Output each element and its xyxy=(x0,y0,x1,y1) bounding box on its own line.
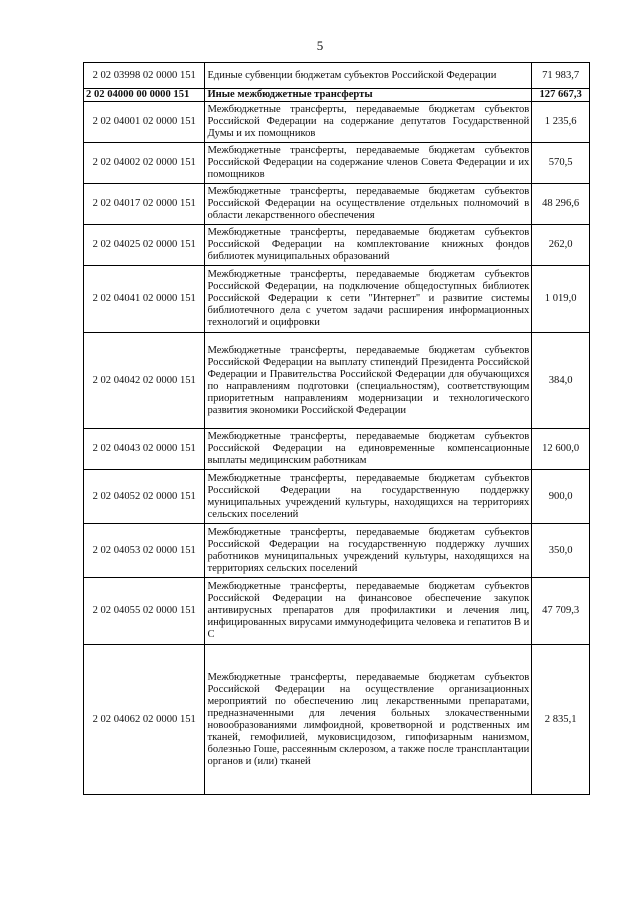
amount-cell: 384,0 xyxy=(532,333,590,429)
budget-table xyxy=(83,62,590,795)
description-cell: Межбюджетные трансферты, передаваемые бюджетам субъектов Российской Федерации на содержание членов Совета Федерации и их помощников xyxy=(205,143,532,184)
page-number: 5 xyxy=(316,38,324,53)
budget-code-cell: 2 02 04025 02 0000 151 xyxy=(84,225,205,266)
description-cell: Межбюджетные трансферты, передаваемые бюджетам субъектов Российской Федерации, на подключение общедоступных библиотек Российской Федерации к сети "Интернет" и развитие системы библиотечного дела с учетом задачи расширения информационных технологий и оцифровки xyxy=(205,266,532,333)
table-row xyxy=(84,63,590,89)
amount-cell: 71 983,7 xyxy=(532,63,590,89)
description-cell: Межбюджетные трансферты, передаваемые бюджетам субъектов Российской Федерации на единовременные компенсационные выплаты медицинским работникам xyxy=(205,429,532,470)
description-cell: Межбюджетные трансферты, передаваемые бюджетам субъектов Российской Федерации на осуществление организационных мероприятий по обеспечению лиц лекарственными препаратами, предназначенными для лечения больных злокачественными новообразованиями лимфоидной, кроветворной и родственных им тканей, гемофилией, муковисцидозом, гипофизарным нанизмом, болезнью Гоше, рассеянным склерозом, а также после трансплантации органов и (или) тканей xyxy=(205,645,532,795)
description-cell: Межбюджетные трансферты, передаваемые бюджетам субъектов Российской Федерации на государственную поддержку муниципальных учреждений культуры, находящихся на территориях сельских поселений xyxy=(205,470,532,524)
budget-code-cell: 2 02 04062 02 0000 151 xyxy=(84,645,205,795)
table-row xyxy=(84,645,590,795)
description-cell: Межбюджетные трансферты, передаваемые бюджетам субъектов Российской Федерации на комплектование книжных фондов библиотек муниципальных образований xyxy=(205,225,532,266)
budget-code-cell: 2 02 04002 02 0000 151 xyxy=(84,143,205,184)
table-row xyxy=(84,578,590,645)
amount-cell: 127 667,3 xyxy=(532,89,590,102)
amount-cell: 1 235,6 xyxy=(532,102,590,143)
amount-cell: 47 709,3 xyxy=(532,578,590,645)
description-cell: Межбюджетные трансферты, передаваемые бюджетам субъектов Российской Федерации на государственную поддержку лучших работников муниципальных учреждений культуры, находящихся на территориях сельских поселений xyxy=(205,524,532,578)
budget-code-cell: 2 02 04000 00 0000 151 xyxy=(84,89,205,102)
budget-code-cell: 2 02 04043 02 0000 151 xyxy=(84,429,205,470)
amount-cell: 570,5 xyxy=(532,143,590,184)
budget-code-cell: 2 02 04041 02 0000 151 xyxy=(84,266,205,333)
table-row xyxy=(84,143,590,184)
description-cell: Межбюджетные трансферты, передаваемые бюджетам субъектов Российской Федерации на выплату стипендий Президента Российской Федерации и Правительства Российской Федерации для обучающихся по направлениям подготовки (специальностям), соответствующим приоритетным направлениям модернизации и технологического развития экономики Российской Федерации xyxy=(205,333,532,429)
budget-code-cell: 2 02 04055 02 0000 151 xyxy=(84,578,205,645)
table-row xyxy=(84,102,590,143)
amount-cell: 350,0 xyxy=(532,524,590,578)
budget-code-cell: 2 02 04017 02 0000 151 xyxy=(84,184,205,225)
budget-table-body xyxy=(84,63,590,795)
table-row xyxy=(84,429,590,470)
table-row xyxy=(84,184,590,225)
table-row xyxy=(84,524,590,578)
table-row xyxy=(84,470,590,524)
table-row xyxy=(84,225,590,266)
amount-cell: 48 296,6 xyxy=(532,184,590,225)
amount-cell: 12 600,0 xyxy=(532,429,590,470)
budget-code-cell: 2 02 04042 02 0000 151 xyxy=(84,333,205,429)
description-cell: Единые субвенции бюджетам субъектов Российской Федерации xyxy=(205,63,532,89)
table-row xyxy=(84,266,590,333)
amount-cell: 262,0 xyxy=(532,225,590,266)
amount-cell: 900,0 xyxy=(532,470,590,524)
budget-code-cell: 2 02 04053 02 0000 151 xyxy=(84,524,205,578)
budget-code-cell: 2 02 03998 02 0000 151 xyxy=(84,63,205,89)
table-row xyxy=(84,89,590,102)
budget-code-cell: 2 02 04052 02 0000 151 xyxy=(84,470,205,524)
description-cell: Межбюджетные трансферты, передаваемые бюджетам субъектов Российской Федерации на осуществление отдельных полномочий в области лекарственного обеспечения xyxy=(205,184,532,225)
amount-cell: 2 835,1 xyxy=(532,645,590,795)
description-cell: Межбюджетные трансферты, передаваемые бюджетам субъектов Российской Федерации на содержание депутатов Государственной Думы и их помощников xyxy=(205,102,532,143)
description-cell: Иные межбюджетные трансферты xyxy=(205,89,532,102)
description-cell: Межбюджетные трансферты, передаваемые бюджетам субъектов Российской Федерации на финансовое обеспечение закупок антивирусных препаратов для профилактики и лечения лиц, инфицированных вирусами иммунодефицита человека и гепатитов В и С xyxy=(205,578,532,645)
amount-cell: 1 019,0 xyxy=(532,266,590,333)
budget-code-cell: 2 02 04001 02 0000 151 xyxy=(84,102,205,143)
table-row xyxy=(84,333,590,429)
